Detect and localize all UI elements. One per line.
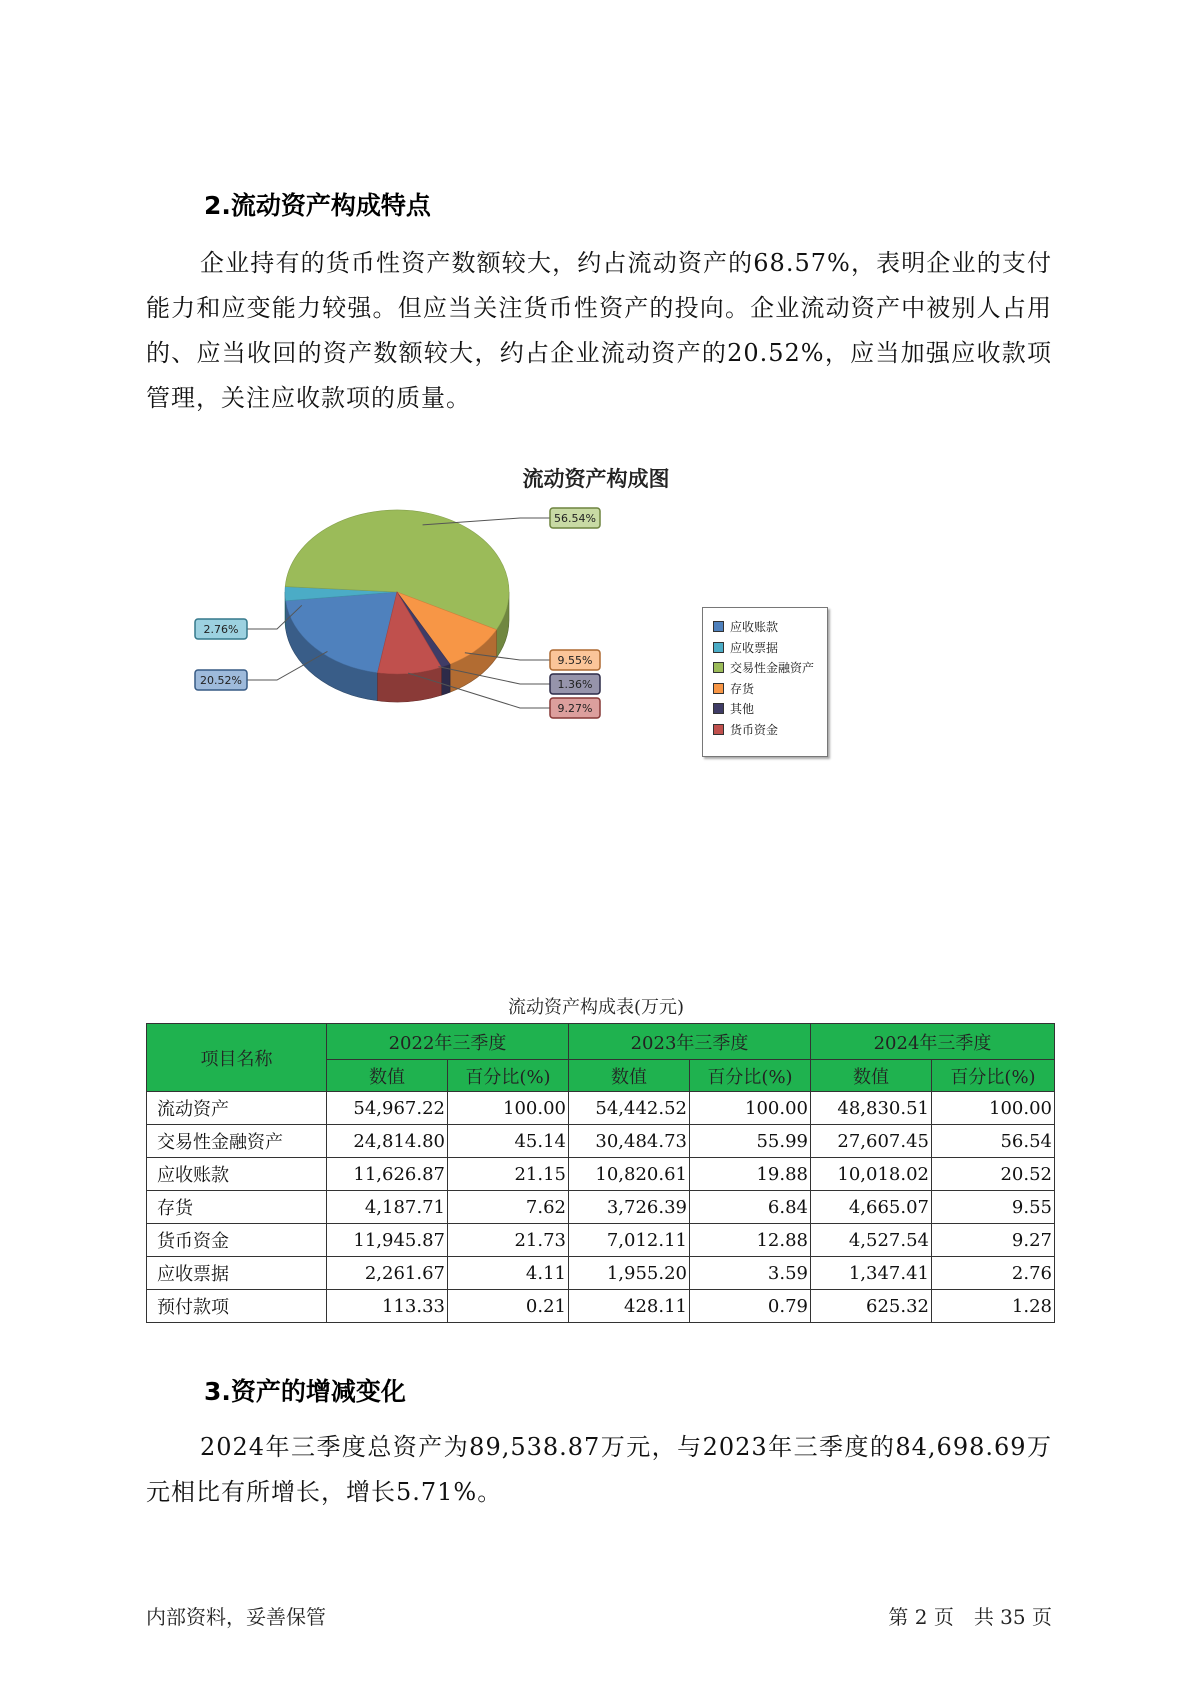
table-row [147,1092,1055,1125]
value-cell: 625.32 [811,1290,932,1323]
legend-label: 存货 [730,681,755,696]
value-cell: 10,018.02 [811,1158,932,1191]
data-label: 2.76% [203,623,239,636]
value-cell: 4,187.71 [327,1191,448,1224]
percent-cell: 20.52 [932,1158,1055,1191]
legend-item [713,639,778,657]
value-cell: 113.33 [327,1290,448,1323]
value-cell: 10,820.61 [569,1158,690,1191]
percent-cell: 45.14 [448,1125,569,1158]
legend-label: 应收票据 [730,640,779,655]
period-header: 2023年三季度 [569,1024,811,1060]
row-label-cell: 预付款项 [147,1290,327,1323]
table-row [147,1158,1055,1191]
data-label: 1.36% [557,678,593,691]
legend-swatch [713,724,724,735]
value-cell: 11,945.87 [327,1224,448,1257]
row-label-cell: 货币资金 [147,1224,327,1257]
table-row [147,1125,1055,1158]
legend-item [713,700,754,718]
footer-page-number: 第 2 页 共 35 页 [888,1605,1052,1629]
row-label-cell: 流动资产 [147,1092,327,1125]
chart-title: 流动资产构成图 [522,467,670,491]
value-subheader: 数值 [569,1060,690,1092]
percent-cell: 0.79 [690,1290,811,1323]
row-label-cell: 应收账款 [147,1158,327,1191]
percent-cell: 7.62 [448,1191,569,1224]
footer-left: 内部资料，妥善保管 [146,1605,326,1629]
data-label: 20.52% [200,674,242,687]
row-label-cell: 应收票据 [147,1257,327,1290]
table-row [147,1257,1055,1290]
legend-swatch [713,642,724,653]
section-paragraph: 2024年三季度总资产为89,538.87万元，与2023年三季度的84,698.69万元相比有所增长，增长5.71%。 [146,1433,1052,1506]
value-subheader: 数值 [327,1060,448,1092]
current-assets-table [146,1023,1055,1323]
value-cell: 54,442.52 [569,1092,690,1125]
section-paragraph: 企业持有的货币性资产数额较大，约占流动资产的68.57%，表明企业的支付能力和应变能力较强。但应当关注货币性资产的投向。企业流动资产中被别人占用的、应当收回的资产数额较大，约占企业流动资产的20.52%，应当加强应收款项管理，关注应收款项的质量。 [146,249,1052,412]
percent-subheader: 百分比(%) [690,1060,811,1092]
value-subheader: 数值 [811,1060,932,1092]
data-label: 56.54% [554,512,596,525]
section-heading: 3.资产的增减变化 [204,1377,406,1406]
table-row [147,1290,1055,1323]
value-cell: 27,607.45 [811,1125,932,1158]
legend-label: 货币资金 [730,722,779,737]
value-cell: 1,347.41 [811,1257,932,1290]
legend-swatch [713,621,724,632]
percent-subheader: 百分比(%) [932,1060,1055,1092]
value-cell: 48,830.51 [811,1092,932,1125]
data-label: 9.27% [557,702,593,715]
value-cell: 2,261.67 [327,1257,448,1290]
value-cell: 4,665.07 [811,1191,932,1224]
legend-item [713,721,778,739]
legend-swatch [713,683,724,694]
row-label-cell: 交易性金融资产 [147,1125,327,1158]
legend-label: 应收账款 [730,620,779,634]
chart-legend [702,607,828,757]
period-header: 2024年三季度 [811,1024,1055,1060]
legend-swatch [713,703,724,714]
value-cell: 11,626.87 [327,1158,448,1191]
value-cell: 3,726.39 [569,1191,690,1224]
percent-subheader: 百分比(%) [448,1060,569,1092]
percent-cell: 19.88 [690,1158,811,1191]
percent-cell: 55.99 [690,1125,811,1158]
data-label: 9.55% [557,654,593,667]
value-cell: 30,484.73 [569,1125,690,1158]
percent-cell: 56.54 [932,1125,1055,1158]
legend-item [713,618,778,636]
value-cell: 24,814.80 [327,1125,448,1158]
value-cell: 7,012.11 [569,1224,690,1257]
legend-label: 其他 [730,702,755,716]
item-name-header: 项目名称 [147,1024,327,1092]
value-cell: 1,955.20 [569,1257,690,1290]
percent-cell: 3.59 [690,1257,811,1290]
table-row [147,1224,1055,1257]
percent-cell: 9.55 [932,1191,1055,1224]
percent-cell: 0.21 [448,1290,569,1323]
percent-cell: 100.00 [690,1092,811,1125]
percent-cell: 21.73 [448,1224,569,1257]
percent-cell: 2.76 [932,1257,1055,1290]
percent-cell: 6.84 [690,1191,811,1224]
percent-cell: 4.11 [448,1257,569,1290]
value-cell: 4,527.54 [811,1224,932,1257]
legend-item [713,659,814,677]
value-cell: 54,967.22 [327,1092,448,1125]
percent-cell: 12.88 [690,1224,811,1257]
period-header: 2022年三季度 [327,1024,569,1060]
percent-cell: 100.00 [932,1092,1055,1125]
section-heading: 2.流动资产构成特点 [204,191,431,220]
pie-chart [190,512,660,780]
table-caption: 流动资产构成表(万元) [507,997,685,1018]
legend-swatch [713,662,724,673]
percent-cell: 21.15 [448,1158,569,1191]
percent-cell: 9.27 [932,1224,1055,1257]
percent-cell: 1.28 [932,1290,1055,1323]
table-row [147,1191,1055,1224]
percent-cell: 100.00 [448,1092,569,1125]
legend-label: 交易性金融资产 [730,661,815,675]
value-cell: 428.11 [569,1290,690,1323]
row-label-cell: 存货 [147,1191,327,1224]
legend-item [713,680,754,698]
